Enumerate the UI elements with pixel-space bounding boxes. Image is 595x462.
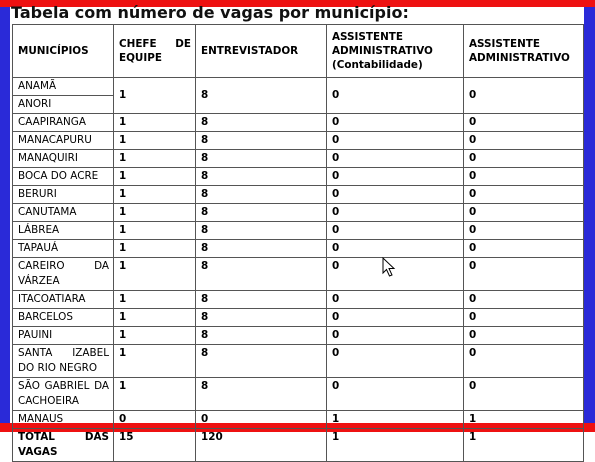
arrow-cursor-icon — [382, 257, 396, 277]
page-title: Tabela com número de vagas por município: — [11, 3, 409, 22]
municipio-cell: BERURI — [13, 186, 114, 204]
assist-contab-cell: 0 — [327, 114, 464, 132]
assist-admin-cell: 0 — [464, 78, 584, 114]
chefe-cell: 1 — [114, 114, 196, 132]
entrevistador-cell: 8 — [196, 114, 327, 132]
municipio-cell: ANORI — [13, 96, 114, 114]
assist-contab-cell: 0 — [327, 168, 464, 186]
assist-contab-cell: 0 — [327, 186, 464, 204]
assist-admin-cell: 0 — [464, 204, 584, 222]
chefe-cell: 1 — [114, 186, 196, 204]
chefe-cell: 0 — [114, 411, 196, 429]
municipio-cell: BOCA DO ACRE — [13, 168, 114, 186]
table-row — [13, 258, 584, 291]
chefe-cell: 1 — [114, 150, 196, 168]
assist-admin-cell: 0 — [464, 114, 584, 132]
entrevistador-cell: 8 — [196, 222, 327, 240]
assist-admin-cell: 1 — [464, 411, 584, 429]
municipio-cell: MANACAPURU — [13, 132, 114, 150]
table-row — [13, 345, 584, 378]
table-row — [13, 132, 584, 150]
entrevistador-cell: 8 — [196, 291, 327, 309]
header-chefe-de-equipe: CHEFE DE EQUIPE — [114, 25, 196, 78]
table-row — [13, 222, 584, 240]
table-row — [13, 411, 584, 429]
total-label: TOTAL DAS VAGAS — [13, 429, 114, 462]
assist-contab-cell: 0 — [327, 78, 464, 114]
assist-admin-cell: 0 — [464, 378, 584, 411]
table-row — [13, 186, 584, 204]
chefe-cell: 1 — [114, 240, 196, 258]
assist-admin-cell: 0 — [464, 132, 584, 150]
assist-contab-cell: 0 — [327, 327, 464, 345]
table-row — [13, 309, 584, 327]
entrevistador-cell: 8 — [196, 378, 327, 411]
assist-contab-cell: 0 — [327, 291, 464, 309]
municipio-cell: BARCELOS — [13, 309, 114, 327]
municipio-cell: CAAPIRANGA — [13, 114, 114, 132]
assist-contab-cell: 0 — [327, 204, 464, 222]
chefe-cell: 1 — [114, 132, 196, 150]
header-assistente-contabilidade: ASSISTENTE ADMINISTRATIVO (Contabilidade) — [327, 25, 464, 78]
assist-admin-cell: 0 — [464, 150, 584, 168]
chefe-cell: 1 — [114, 78, 196, 114]
assist-contab-cell: 0 — [327, 132, 464, 150]
assist-admin-cell: 0 — [464, 309, 584, 327]
chefe-cell: 1 — [114, 378, 196, 411]
municipio-cell: CAREIRO DA VÁRZEA — [13, 258, 114, 291]
table-row — [13, 291, 584, 309]
assist-contab-cell: 0 — [327, 309, 464, 327]
total-row — [13, 429, 584, 462]
assist-admin-cell: 0 — [464, 327, 584, 345]
entrevistador-cell: 8 — [196, 168, 327, 186]
table-row — [13, 150, 584, 168]
entrevistador-cell: 8 — [196, 258, 327, 291]
left-blue-border — [0, 7, 10, 423]
municipio-cell: SÃO GABRIEL DA CACHOEIRA — [13, 378, 114, 411]
entrevistador-cell: 8 — [196, 186, 327, 204]
chefe-cell: 1 — [114, 168, 196, 186]
chefe-cell: 1 — [114, 222, 196, 240]
municipio-cell: ITACOATIARA — [13, 291, 114, 309]
entrevistador-cell: 8 — [196, 132, 327, 150]
entrevistador-cell: 8 — [196, 204, 327, 222]
entrevistador-cell: 8 — [196, 78, 327, 114]
right-blue-border — [584, 7, 595, 423]
assist-contab-cell: 0 — [327, 258, 464, 291]
assist-admin-cell: 0 — [464, 186, 584, 204]
table-row — [13, 327, 584, 345]
entrevistador-cell: 8 — [196, 327, 327, 345]
chefe-cell: 1 — [114, 309, 196, 327]
total-assist-admin: 1 — [464, 429, 584, 462]
table-row — [13, 114, 584, 132]
total-chefe: 15 — [114, 429, 196, 462]
table-row — [13, 168, 584, 186]
header-municipios: MUNICÍPIOS — [13, 25, 114, 78]
assist-admin-cell: 0 — [464, 168, 584, 186]
chefe-cell: 1 — [114, 291, 196, 309]
table-row — [13, 204, 584, 222]
table-row — [13, 78, 584, 96]
chefe-cell: 1 — [114, 327, 196, 345]
municipio-cell: CANUTAMA — [13, 204, 114, 222]
entrevistador-cell: 8 — [196, 309, 327, 327]
assist-admin-cell: 0 — [464, 291, 584, 309]
chefe-cell: 1 — [114, 204, 196, 222]
entrevistador-cell: 8 — [196, 345, 327, 378]
assist-contab-cell: 0 — [327, 378, 464, 411]
total-entrevistador: 120 — [196, 429, 327, 462]
municipio-cell: LÁBREA — [13, 222, 114, 240]
assist-admin-cell: 0 — [464, 345, 584, 378]
table-body — [13, 78, 584, 429]
entrevistador-cell: 0 — [196, 411, 327, 429]
municipio-cell: MANAQUIRI — [13, 150, 114, 168]
assist-admin-cell: 0 — [464, 258, 584, 291]
table-row — [13, 240, 584, 258]
vacancies-table — [12, 24, 584, 462]
header-assistente-administrativo: ASSISTENTE ADMINISTRATIVO — [464, 25, 584, 78]
chefe-cell: 1 — [114, 345, 196, 378]
total-assist-contab: 1 — [327, 429, 464, 462]
header-entrevistador: ENTREVISTADOR — [196, 25, 327, 78]
assist-contab-cell: 0 — [327, 150, 464, 168]
entrevistador-cell: 8 — [196, 240, 327, 258]
document-content — [10, 3, 584, 458]
assist-contab-cell: 0 — [327, 240, 464, 258]
entrevistador-cell: 8 — [196, 150, 327, 168]
assist-contab-cell: 0 — [327, 345, 464, 378]
assist-contab-cell: 0 — [327, 222, 464, 240]
chefe-cell: 1 — [114, 258, 196, 291]
table-header-row — [13, 25, 584, 78]
assist-contab-cell: 1 — [327, 411, 464, 429]
municipio-cell: MANAUS — [13, 411, 114, 429]
assist-admin-cell: 0 — [464, 222, 584, 240]
municipio-cell: TAPAUÁ — [13, 240, 114, 258]
municipio-cell: SANTA IZABEL DO RIO NEGRO — [13, 345, 114, 378]
table-row — [13, 378, 584, 411]
municipio-cell: PAUINI — [13, 327, 114, 345]
assist-admin-cell: 0 — [464, 240, 584, 258]
municipio-cell: ANAMÃ — [13, 78, 114, 96]
